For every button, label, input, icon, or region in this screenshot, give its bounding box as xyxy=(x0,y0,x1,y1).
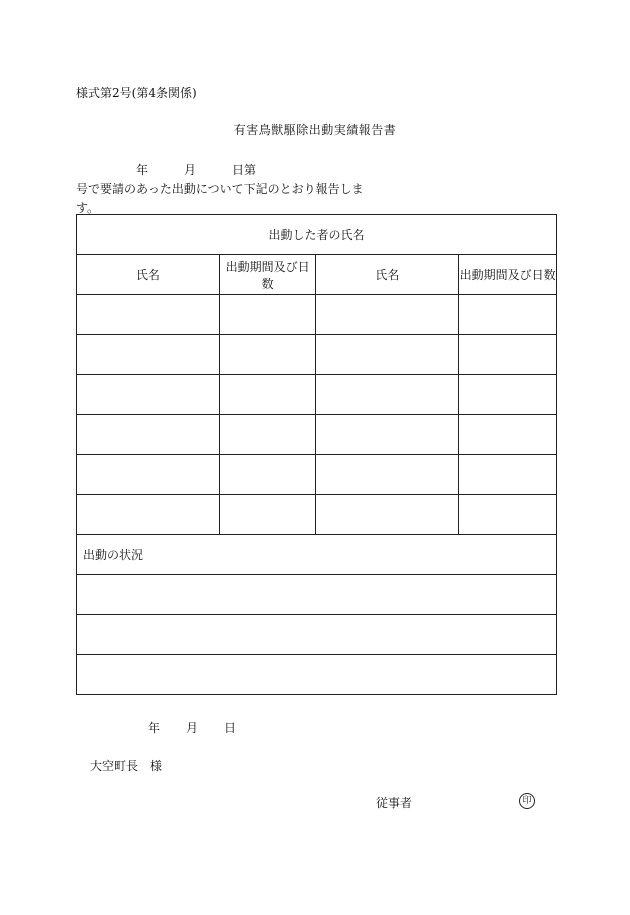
table-row xyxy=(77,415,557,455)
table-row xyxy=(77,455,557,495)
intro-day-no: 日第 xyxy=(232,163,257,177)
name-cell[interactable] xyxy=(77,295,220,335)
name-cell[interactable] xyxy=(77,335,220,375)
status-label-cell: 出動の状況 xyxy=(77,535,557,575)
name-cell[interactable] xyxy=(316,495,459,535)
name-cell[interactable] xyxy=(316,335,459,375)
name-cell[interactable] xyxy=(316,415,459,455)
name-cell[interactable] xyxy=(77,375,220,415)
status-row xyxy=(77,615,557,655)
period-cell[interactable] xyxy=(459,415,557,455)
table-header-row xyxy=(77,215,557,255)
period-cell[interactable] xyxy=(219,375,316,415)
table-row xyxy=(77,375,557,415)
name-cell[interactable] xyxy=(77,415,220,455)
col-name-1: 氏名 xyxy=(77,255,220,295)
document-title: 有害鳥獣駆除出動実績報告書 xyxy=(233,123,397,137)
status-row xyxy=(77,575,557,615)
intro-continuation: す。 xyxy=(76,201,100,215)
report-date xyxy=(148,721,236,735)
period-cell[interactable] xyxy=(459,455,557,495)
status-cell[interactable] xyxy=(77,615,557,655)
intro-year: 年 xyxy=(136,163,149,177)
date-year: 年 xyxy=(148,721,161,735)
table-row xyxy=(77,335,557,375)
col-period-1: 出動期間及び日数 xyxy=(219,255,316,295)
col-name-2: 氏名 xyxy=(316,255,459,295)
name-cell[interactable] xyxy=(316,375,459,415)
col-period-2: 出動期間及び日数 xyxy=(459,255,557,295)
intro-paragraph xyxy=(76,161,556,218)
intro-text: 号で要請のあった出動について下記のとおり報告しま xyxy=(76,182,364,196)
name-cell[interactable] xyxy=(77,455,220,495)
column-header-row xyxy=(77,255,557,295)
status-row xyxy=(77,655,557,695)
period-cell[interactable] xyxy=(219,335,316,375)
period-cell[interactable] xyxy=(459,375,557,415)
table-row xyxy=(77,495,557,535)
table-row xyxy=(77,295,557,335)
name-cell[interactable] xyxy=(316,455,459,495)
period-cell[interactable] xyxy=(219,295,316,335)
period-cell[interactable] xyxy=(459,335,557,375)
intro-month: 月 xyxy=(184,163,197,177)
period-cell[interactable] xyxy=(459,495,557,535)
status-cell[interactable] xyxy=(77,575,557,615)
form-id: 様式第2号(第4条関係) xyxy=(76,86,197,100)
period-cell[interactable] xyxy=(219,455,316,495)
status-cell[interactable] xyxy=(77,655,557,695)
status-header-row xyxy=(77,535,557,575)
date-month: 月 xyxy=(186,721,199,735)
period-cell[interactable] xyxy=(219,495,316,535)
section-title-cell: 出動した者の氏名 xyxy=(77,215,557,255)
seal-icon: 印 xyxy=(519,793,535,809)
date-day: 日 xyxy=(224,721,237,735)
report-table xyxy=(76,214,557,695)
name-cell[interactable] xyxy=(316,295,459,335)
period-cell[interactable] xyxy=(459,295,557,335)
worker-label: 従事者 xyxy=(376,796,413,810)
addressee: 大空町長 様 xyxy=(90,759,163,773)
period-cell[interactable] xyxy=(219,415,316,455)
name-cell[interactable] xyxy=(77,495,220,535)
